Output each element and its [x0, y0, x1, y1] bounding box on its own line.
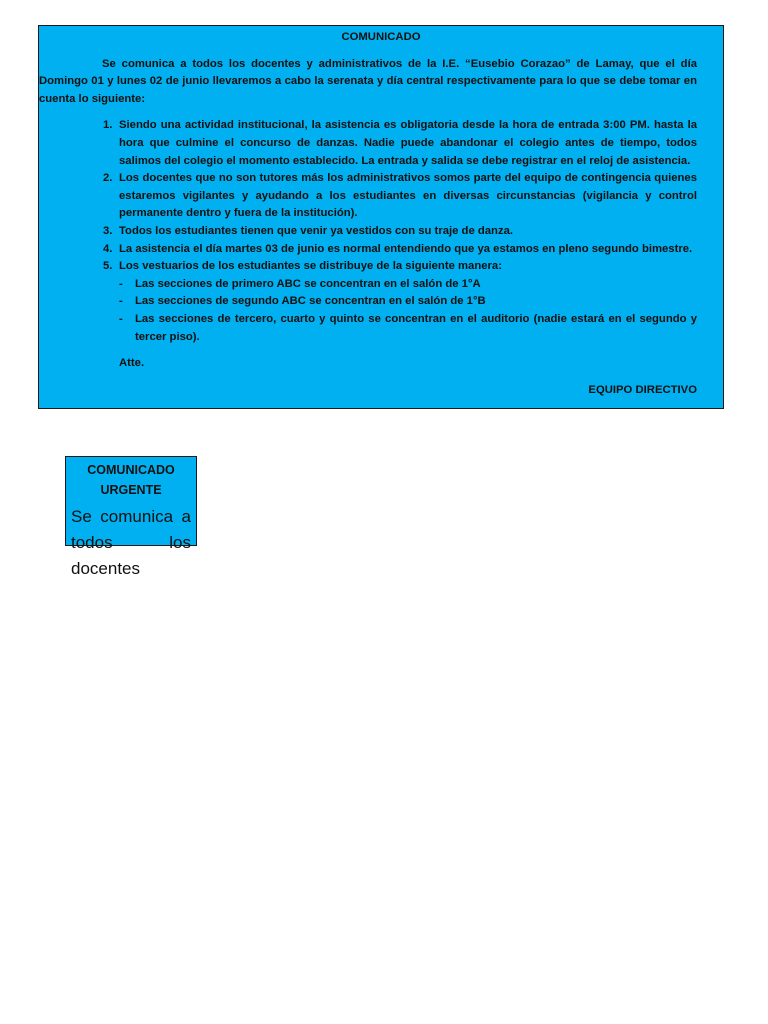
notice-list	[39, 117, 697, 346]
item-number: 2.	[103, 172, 113, 185]
notice-closing: Atte.	[119, 357, 145, 370]
notice-intro: Se comunica a todos los docentes y administrativos de la I.E. “Eusebio Corazao” de Lamay, que el día Domingo 01 y lunes 02 de junio llevaremos a cabo la serenata y día central respectivamente para lo que se debe tomar en cuenta lo siguiente:	[39, 57, 697, 105]
dash-bullet: -	[119, 295, 123, 308]
notice-box	[38, 25, 724, 409]
dash-bullet: -	[119, 277, 123, 290]
sub-item-text: Las secciones de tercero, cuarto y quinto se concentran en el auditorio (nadie estará en el segundo y tercer piso).	[135, 312, 697, 343]
item-text: Los docentes que no son tutores más los administrativos somos parte del equipo de contingencia quienes estaremos vigilantes y ayudando a los estudiantes en diversas circunstancias (vigilancia y control permanente dentro y fuera de la institución).	[119, 172, 697, 220]
sub-list-item	[119, 293, 697, 311]
notice-signature: EQUIPO DIRECTIVO	[588, 383, 697, 396]
sub-list-item	[119, 311, 697, 346]
item-text: Todos los estudiantes tienen que venir ya vestidos con su traje de danza.	[119, 224, 514, 237]
item-text: Los vestuarios de los estudiantes se distribuye de la siguiente manera:	[119, 260, 502, 273]
notice-title: COMUNICADO	[341, 31, 421, 43]
item-text: Siendo una actividad institucional, la asistencia es obligatoria desde la hora de entrada 3:00 PM. hasta la hora que culmine el concurso de danzas. Nadie puede abandonar el colegio antes de tiempo, todos salimos del colegio el momento establecido. La entrada y salida se debe registrar en el reloj de asistencia.	[119, 119, 697, 167]
sub-list-item	[119, 276, 697, 294]
list-item	[103, 117, 697, 170]
sub-item-text: Las secciones de primero ABC se concentran en el salón de 1°A	[135, 277, 481, 290]
list-item	[103, 241, 697, 259]
urgent-body: Se comunica a todos los docentes	[71, 507, 191, 578]
list-item	[103, 170, 697, 223]
item-number: 3.	[103, 224, 113, 237]
urgent-notice-box	[65, 456, 197, 578]
item-number: 4.	[103, 242, 113, 255]
sub-item-text: Las secciones de segundo ABC se concentran en el salón de 1°B	[135, 295, 486, 308]
list-item	[103, 258, 697, 346]
item-number: 5.	[103, 260, 113, 273]
list-item	[103, 223, 697, 241]
sub-list	[119, 276, 697, 346]
urgent-title: COMUNICADO URGENTE	[87, 463, 175, 497]
dash-bullet: -	[119, 312, 123, 325]
item-text: La asistencia el día martes 03 de junio es normal entendiendo que ya estamos en pleno segundo bimestre.	[119, 242, 693, 255]
item-number: 1.	[103, 119, 113, 132]
